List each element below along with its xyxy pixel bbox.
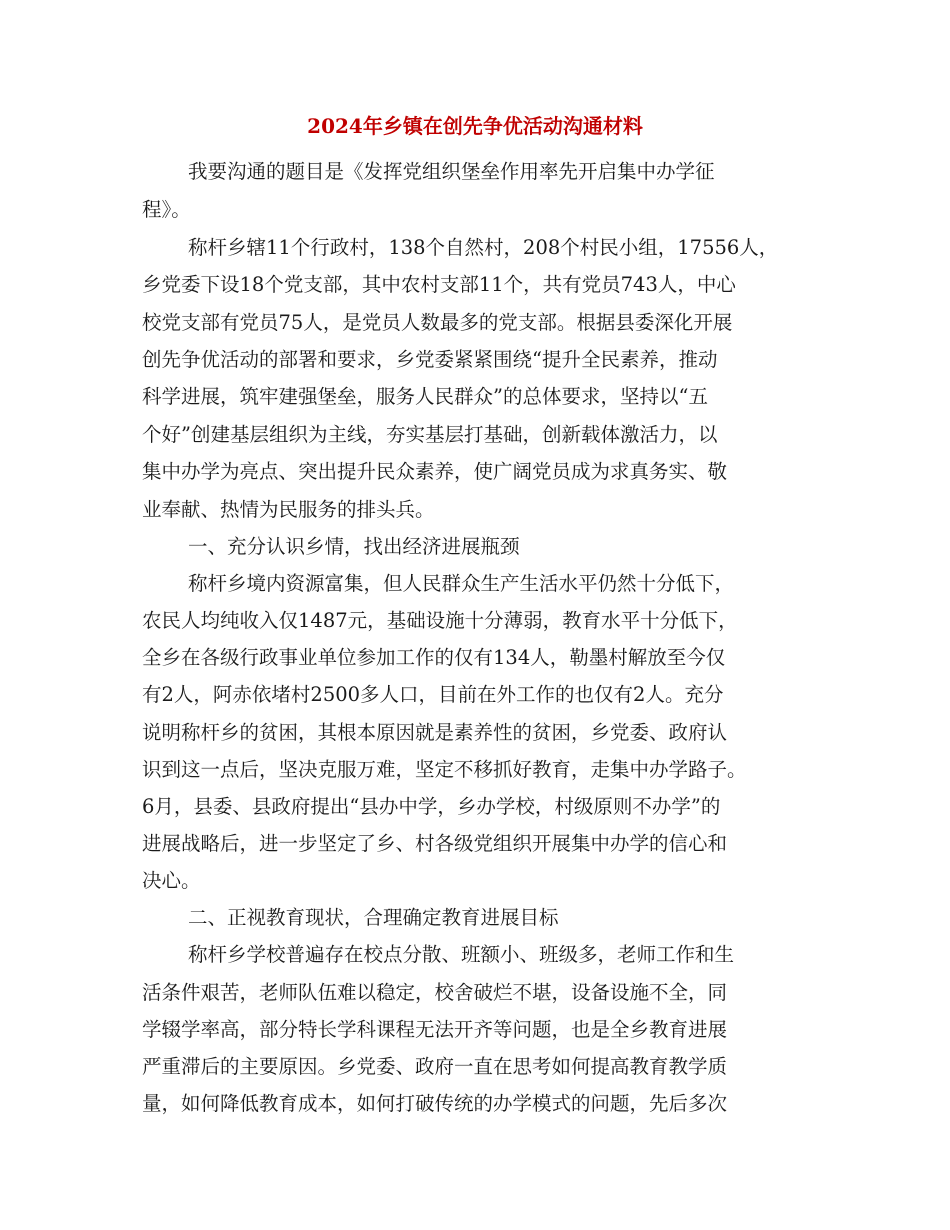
body-line: 学辍学率高，部分特长学科课程无法开齐等问题，也是全乡教育进展 — [142, 1018, 728, 1041]
section-heading: 一、充分认识乡情，找出经济进展瓶颈 — [188, 535, 520, 558]
body-line: 科学进展，筑牢建强堡垒，服务人民群众”的总体要求，坚持以“五 — [142, 385, 708, 408]
body-line: 决心。 — [142, 869, 201, 892]
body-line: 全乡在各级行政事业单位参加工作的仅有134人，勒墨村解放至今仅 — [142, 646, 726, 669]
body-line: 进展战略后，进一步坚定了乡、村各级党组织开展集中办学的信心和 — [142, 832, 728, 855]
body-line: 创先争优活动的部署和要求，乡党委紧紧围绕“提升全民素养，推动 — [142, 348, 718, 371]
body-line: 有2人，阿赤依堵村2500多人口，目前在外工作的也仅有2人。充分 — [142, 683, 724, 706]
section-heading: 二、正视教育现状，合理确定教育进展目标 — [188, 906, 559, 929]
body-line: 程》。 — [142, 198, 191, 221]
document-title: 2024年乡镇在创先争优活动沟通材料 — [307, 114, 643, 138]
body-line: 校党支部有党员75人，是党员人数最多的党支部。根据县委深化开展 — [142, 311, 733, 334]
body-line: 识到这一点后，坚决克服万难，坚定不移抓好教育，走集中办学路子。 — [142, 758, 747, 781]
body-line: 严重滞后的主要原因。乡党委、政府一直在思考如何提高教育教学质 — [142, 1055, 728, 1078]
body-line: 农民人均纯收入仅1487元，基础设施十分薄弱，教育水平十分低下， — [142, 609, 738, 632]
body-line: 6月，县委、县政府提出“县办中学，乡办学校，村级原则不办学”的 — [142, 795, 721, 818]
body-line: 说明称杆乡的贫困，其根本原因就是素养性的贫困，乡党委、政府认 — [142, 721, 728, 744]
body-line: 个好”创建基层组织为主线，夯实基层打基础，创新载体激活力，以 — [142, 423, 718, 446]
body-line: 我要沟通的题目是《发挥党组织堡垒作用率先开启集中办学征 — [188, 160, 715, 183]
body-line: 活条件艰苦，老师队伍难以稳定，校舍破烂不堪，设备设施不全，同 — [142, 981, 728, 1004]
body-line: 称杆乡境内资源富集，但人民群众生产生活水平仍然十分低下， — [188, 572, 735, 595]
body-line: 称杆乡学校普遍存在校点分散、班额小、班级多，老师工作和生 — [188, 943, 735, 966]
body-line: 集中办学为亮点、突出提升民众素养，使广阔党员成为求真务实、敬 — [142, 460, 728, 483]
body-line: 量，如何降低教育成本，如何打破传统的办学模式的问题，先后多次 — [142, 1092, 728, 1115]
body-line: 业奉献、热情为民服务的排头兵。 — [142, 498, 435, 521]
body-line: 称杆乡辖11个行政村，138个自然村，208个村民小组，17556人， — [188, 236, 779, 259]
body-line: 乡党委下设18个党支部，其中农村支部11个，共有党员743人，中心 — [142, 273, 736, 296]
